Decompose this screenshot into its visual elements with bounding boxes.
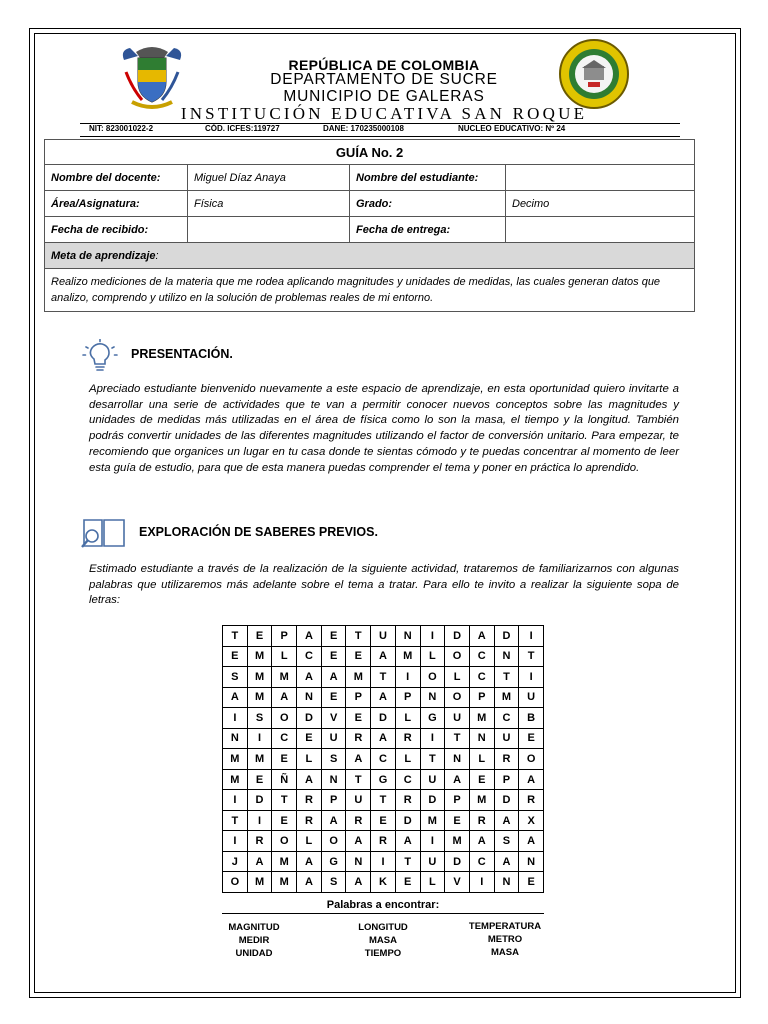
word-search-cell[interactable]: I xyxy=(248,811,272,831)
word-search-cell[interactable]: R xyxy=(248,831,272,851)
word-search-cell[interactable]: D xyxy=(495,790,519,810)
word-search-cell[interactable]: A xyxy=(371,647,395,667)
word-search-cell[interactable]: E xyxy=(445,811,469,831)
word-search-cell[interactable]: T xyxy=(519,647,543,667)
word-search-cell[interactable]: I xyxy=(421,729,445,749)
received-date-value[interactable] xyxy=(188,217,350,243)
word-search-cell[interactable]: E xyxy=(322,647,346,667)
word-search-cell[interactable]: E xyxy=(248,770,272,790)
exploration-title: EXPLORACIÓN DE SABERES PREVIOS. xyxy=(139,525,378,539)
word-search-cell[interactable]: E xyxy=(272,811,296,831)
word-search-cell[interactable]: L xyxy=(445,667,469,687)
word-search-cell[interactable]: C xyxy=(297,647,321,667)
word-search-cell[interactable]: O xyxy=(445,688,469,708)
word-search-cell[interactable]: O xyxy=(272,708,296,728)
area-label: Área/Asignatura: xyxy=(45,191,188,217)
word-item: TEMPERATURA xyxy=(468,921,542,932)
word-search-cell[interactable]: G xyxy=(371,770,395,790)
word-search-cell[interactable]: M xyxy=(470,708,494,728)
word-search-cell[interactable]: O xyxy=(223,872,247,892)
word-search-cell[interactable]: C xyxy=(371,749,395,769)
word-search-cell[interactable]: I xyxy=(519,626,543,646)
word-search-cell[interactable]: R xyxy=(519,790,543,810)
word-search-cell[interactable]: I xyxy=(396,667,420,687)
word-column-3 xyxy=(455,920,555,959)
word-search-cell[interactable]: A xyxy=(272,688,296,708)
header-dane: DANE: 170235000108 xyxy=(323,124,404,133)
word-search-cell[interactable]: A xyxy=(297,770,321,790)
word-search-cell[interactable]: E xyxy=(519,872,543,892)
word-search-cell[interactable]: R xyxy=(346,811,370,831)
word-search-cell[interactable]: I xyxy=(223,708,247,728)
word-search-cell[interactable]: E xyxy=(272,749,296,769)
word-search-grid xyxy=(222,625,544,893)
word-search-cell[interactable]: E xyxy=(297,729,321,749)
word-search-cell[interactable]: D xyxy=(421,790,445,810)
word-search-cell[interactable]: A xyxy=(519,770,543,790)
word-search-cell[interactable]: L xyxy=(396,749,420,769)
word-search-cell[interactable]: M xyxy=(396,647,420,667)
word-search-cell[interactable]: M xyxy=(248,872,272,892)
lightbulb-icon xyxy=(82,339,118,373)
word-search-cell[interactable]: R xyxy=(396,790,420,810)
word-search-cell[interactable]: T xyxy=(371,790,395,810)
word-search-cell[interactable]: U xyxy=(371,626,395,646)
word-search-cell[interactable]: A xyxy=(297,852,321,872)
word-search-cell[interactable]: A xyxy=(371,688,395,708)
word-item: LONGITUD xyxy=(358,922,408,933)
word-search-cell[interactable]: A xyxy=(371,729,395,749)
word-search-cell[interactable]: E xyxy=(322,626,346,646)
word-search-cell[interactable]: O xyxy=(519,749,543,769)
word-search-cell[interactable]: M xyxy=(272,667,296,687)
word-search-cell[interactable]: E xyxy=(346,647,370,667)
word-search-cell[interactable]: L xyxy=(272,647,296,667)
word-item: MAGNITUD xyxy=(228,922,280,933)
word-search-cell[interactable]: A xyxy=(346,872,370,892)
word-search-cell[interactable]: A xyxy=(297,626,321,646)
word-search-cell[interactable]: E xyxy=(322,688,346,708)
word-search-cell[interactable]: R xyxy=(297,811,321,831)
word-search-cell[interactable]: R xyxy=(470,811,494,831)
word-search-cell[interactable]: E xyxy=(519,729,543,749)
word-search-cell[interactable]: A xyxy=(223,688,247,708)
learning-goal-text: Realizo mediciones de la materia que me rodea aplicando magnitudes y unidades de medidas, las cuales generan datos que analizo, comprendo y utilizo en la solución de problemas reales de mi entorno. xyxy=(45,269,695,312)
word-search-cell[interactable]: E xyxy=(346,708,370,728)
word-search-cell[interactable]: R xyxy=(396,729,420,749)
open-book-search-icon xyxy=(80,516,128,550)
word-search-cell[interactable]: R xyxy=(495,749,519,769)
header-icfes: CÓD. ICFES:119727 xyxy=(205,124,280,133)
word-search-cell[interactable]: S xyxy=(322,749,346,769)
word-search-cell[interactable]: D xyxy=(396,811,420,831)
word-search-cell[interactable]: V xyxy=(322,708,346,728)
word-search-cell[interactable]: N xyxy=(223,729,247,749)
word-search-cell[interactable]: T xyxy=(223,811,247,831)
word-search-cell[interactable]: B xyxy=(519,708,543,728)
word-search-cell[interactable]: I xyxy=(248,729,272,749)
word-search-cell[interactable]: T xyxy=(223,626,247,646)
word-search-cell[interactable]: L xyxy=(421,872,445,892)
word-search-cell[interactable]: N xyxy=(297,688,321,708)
word-search-cell[interactable]: N xyxy=(495,872,519,892)
word-search-cell[interactable]: O xyxy=(421,667,445,687)
word-search-cell[interactable]: S xyxy=(248,708,272,728)
teacher-value: Miguel Díaz Anaya xyxy=(188,165,350,191)
word-search-cell[interactable]: R xyxy=(297,790,321,810)
word-search-cell[interactable]: E xyxy=(371,811,395,831)
word-search-cell[interactable]: M xyxy=(248,749,272,769)
word-search-cell[interactable]: M xyxy=(346,667,370,687)
word-item: UNIDAD xyxy=(235,948,273,959)
word-search-cell[interactable]: E xyxy=(470,770,494,790)
word-search-cell[interactable]: M xyxy=(248,688,272,708)
word-search-cell[interactable]: M xyxy=(223,749,247,769)
word-search-cell[interactable]: G xyxy=(421,708,445,728)
header-nit: NIT: 823001022-2 xyxy=(89,124,154,133)
words-to-find-title: Palabras a encontrar: xyxy=(326,899,440,911)
word-search-cell[interactable]: T xyxy=(445,729,469,749)
word-search-cell[interactable]: T xyxy=(421,749,445,769)
delivery-date-value[interactable] xyxy=(506,217,695,243)
word-search-cell[interactable]: M xyxy=(248,667,272,687)
word-search-cell[interactable]: A xyxy=(495,852,519,872)
word-search-cell[interactable]: I xyxy=(421,831,445,851)
word-search-cell[interactable]: C xyxy=(470,647,494,667)
word-search-cell[interactable]: L xyxy=(396,708,420,728)
word-search-cell[interactable]: O xyxy=(445,647,469,667)
word-search-cell[interactable]: S xyxy=(322,872,346,892)
word-search-cell[interactable]: U xyxy=(519,688,543,708)
word-search-cell[interactable]: D xyxy=(495,626,519,646)
word-search-cell[interactable]: D xyxy=(297,708,321,728)
word-search-cell[interactable]: I xyxy=(223,790,247,810)
word-search-cell[interactable]: E xyxy=(248,626,272,646)
word-search-cell[interactable]: D xyxy=(445,626,469,646)
word-search-cell[interactable]: N xyxy=(346,852,370,872)
word-search-cell[interactable]: T xyxy=(272,790,296,810)
word-search-cell[interactable]: N xyxy=(396,626,420,646)
word-search-cell[interactable]: A xyxy=(346,831,370,851)
word-search-cell[interactable]: R xyxy=(346,729,370,749)
word-search-cell[interactable]: S xyxy=(223,667,247,687)
word-search-cell[interactable]: D xyxy=(445,852,469,872)
word-search-cell[interactable]: A xyxy=(519,831,543,851)
word-search-cell[interactable]: I xyxy=(371,852,395,872)
word-search-cell[interactable]: J xyxy=(223,852,247,872)
word-search-cell[interactable]: I xyxy=(421,626,445,646)
word-search-cell[interactable]: T xyxy=(396,852,420,872)
word-search-cell[interactable]: P xyxy=(322,790,346,810)
teacher-label: Nombre del docente: xyxy=(45,165,188,191)
word-search-cell[interactable]: O xyxy=(322,831,346,851)
word-search-cell[interactable]: P xyxy=(272,626,296,646)
word-search-cell[interactable]: K xyxy=(371,872,395,892)
word-search-cell[interactable]: M xyxy=(272,872,296,892)
word-search-cell[interactable]: M xyxy=(470,790,494,810)
word-search-cell[interactable]: T xyxy=(346,626,370,646)
received-date-label: Fecha de recibido: xyxy=(45,217,188,243)
word-search-cell[interactable]: I xyxy=(470,872,494,892)
word-search-cell[interactable]: Ñ xyxy=(272,770,296,790)
word-search-cell[interactable]: G xyxy=(322,852,346,872)
grade-label: Grado: xyxy=(350,191,506,217)
word-search-cell[interactable]: L xyxy=(470,749,494,769)
word-search-cell[interactable]: U xyxy=(495,729,519,749)
header-municipality: MUNICIPIO DE GALERAS xyxy=(283,88,485,105)
word-search-cell[interactable]: M xyxy=(421,811,445,831)
word-search-cell[interactable]: M xyxy=(445,831,469,851)
word-search-cell[interactable]: M xyxy=(223,770,247,790)
word-search-cell[interactable]: M xyxy=(495,688,519,708)
word-search-cell[interactable]: A xyxy=(322,811,346,831)
student-value[interactable] xyxy=(506,165,695,191)
presentation-text: Apreciado estudiante bienvenido nuevamente a este espacio de aprendizaje, en esta oportunidad quiero invitarte a desarrollar una serie de actividades que te van a permitir conocer nuevos conceptos sobre las magnitudes y unidades de medidas más utilizadas en el área de física como lo son la masa, el tiempo y la longitud. También podrás convertir unidades de las diferentes magnitudes utilizando el factor de conversión unitario. Para empezar, te recomiendo que organices un lugar en tu casa donde te sientas cómodo y te puedas concentrar al momento de leer esta guía de estudio, para que de esta manera puedas comprender el tema y poner en práctica lo aprendido. xyxy=(89,383,679,474)
word-search-cell[interactable]: R xyxy=(371,831,395,851)
presentation-title: PRESENTACIÓN. xyxy=(131,347,233,361)
word-search-cell[interactable]: V xyxy=(445,872,469,892)
word-item: MASA xyxy=(491,947,519,958)
word-search-cell[interactable]: T xyxy=(371,667,395,687)
area-value: Física xyxy=(188,191,350,217)
words-divider xyxy=(222,913,544,914)
word-search-cell[interactable]: A xyxy=(297,667,321,687)
word-search-cell[interactable]: P xyxy=(396,688,420,708)
word-search-cell[interactable]: A xyxy=(445,770,469,790)
word-search-cell[interactable]: A xyxy=(346,749,370,769)
word-column-1 xyxy=(214,921,294,960)
word-item: METRO xyxy=(487,934,523,945)
word-search-cell[interactable]: P xyxy=(346,688,370,708)
word-search-cell[interactable]: L xyxy=(421,647,445,667)
learning-goal-header xyxy=(45,243,695,269)
word-search-cell[interactable]: C xyxy=(495,708,519,728)
word-item: TIEMPO xyxy=(364,948,402,959)
word-search-cell[interactable]: E xyxy=(223,647,247,667)
word-search-cell[interactable]: U xyxy=(445,708,469,728)
header-department: DEPARTAMENTO DE SUCRE xyxy=(270,71,498,88)
word-search-cell[interactable]: L xyxy=(297,749,321,769)
word-search-cell[interactable]: U xyxy=(346,790,370,810)
word-search-cell[interactable]: D xyxy=(248,790,272,810)
word-search-cell[interactable]: U xyxy=(322,729,346,749)
learning-goal-colon: : xyxy=(155,249,159,262)
grade-value: Decimo xyxy=(506,191,695,217)
word-search-cell[interactable]: N xyxy=(470,729,494,749)
word-search-cell[interactable]: T xyxy=(346,770,370,790)
word-column-2 xyxy=(343,921,423,960)
word-search-cell[interactable]: M xyxy=(248,647,272,667)
header-republic: REPÚBLICA DE COLOMBIA xyxy=(288,57,480,73)
word-search-cell[interactable]: A xyxy=(396,831,420,851)
word-search-cell[interactable]: I xyxy=(223,831,247,851)
word-search-cell[interactable]: O xyxy=(272,831,296,851)
word-search-cell[interactable]: X xyxy=(519,811,543,831)
student-label: Nombre del estudiante: xyxy=(350,165,506,191)
word-search-cell[interactable]: N xyxy=(322,770,346,790)
word-search-cell[interactable]: C xyxy=(272,729,296,749)
learning-goal-label: Meta de aprendizaje xyxy=(51,249,156,262)
word-search-cell[interactable]: S xyxy=(495,831,519,851)
word-search-cell[interactable]: T xyxy=(495,667,519,687)
guide-info-table xyxy=(44,139,695,312)
word-search-cell[interactable]: D xyxy=(371,708,395,728)
word-search-cell[interactable]: M xyxy=(272,852,296,872)
word-search-cell[interactable]: N xyxy=(495,647,519,667)
exploration-text: Estimado estudiante a través de la realización de la siguiente actividad, trataremos de familiarizarnos con algunas palabras que utilizaremos más adelante sobre el tema a tratar. Para ello te invito a realizar la siguiente sopa de letras: xyxy=(89,563,679,607)
word-search-cell[interactable]: A xyxy=(322,667,346,687)
word-search-cell[interactable]: E xyxy=(396,872,420,892)
word-search-cell[interactable]: I xyxy=(519,667,543,687)
word-search-cell[interactable]: N xyxy=(519,852,543,872)
word-search-cell[interactable]: P xyxy=(470,688,494,708)
word-search-cell[interactable]: U xyxy=(421,770,445,790)
word-search-cell[interactable]: N xyxy=(445,749,469,769)
word-search-cell[interactable]: C xyxy=(470,667,494,687)
word-search-cell[interactable]: P xyxy=(445,790,469,810)
word-item: MASA xyxy=(369,935,397,946)
header-divider-bottom xyxy=(80,136,680,137)
word-search-cell[interactable]: A xyxy=(297,872,321,892)
word-item: MEDIR xyxy=(238,935,270,946)
word-search-cell[interactable]: A xyxy=(495,811,519,831)
word-search-cell[interactable]: N xyxy=(421,688,445,708)
word-search-cell[interactable]: C xyxy=(470,852,494,872)
word-search-cell[interactable]: L xyxy=(297,831,321,851)
word-search-cell[interactable]: A xyxy=(470,831,494,851)
header-nucleo: NUCLEO EDUCATIVO: Nº 24 xyxy=(458,124,566,133)
guide-title: GUÍA No. 2 xyxy=(45,140,695,165)
word-search-cell[interactable]: C xyxy=(396,770,420,790)
header-institution: INSTITUCIÓN EDUCATIVA SAN ROQUE xyxy=(180,104,588,123)
delivery-date-label: Fecha de entrega: xyxy=(350,217,506,243)
word-search-cell[interactable]: P xyxy=(495,770,519,790)
word-search-cell[interactable]: A xyxy=(248,852,272,872)
word-search-cell[interactable]: A xyxy=(470,626,494,646)
word-search-cell[interactable]: U xyxy=(421,852,445,872)
